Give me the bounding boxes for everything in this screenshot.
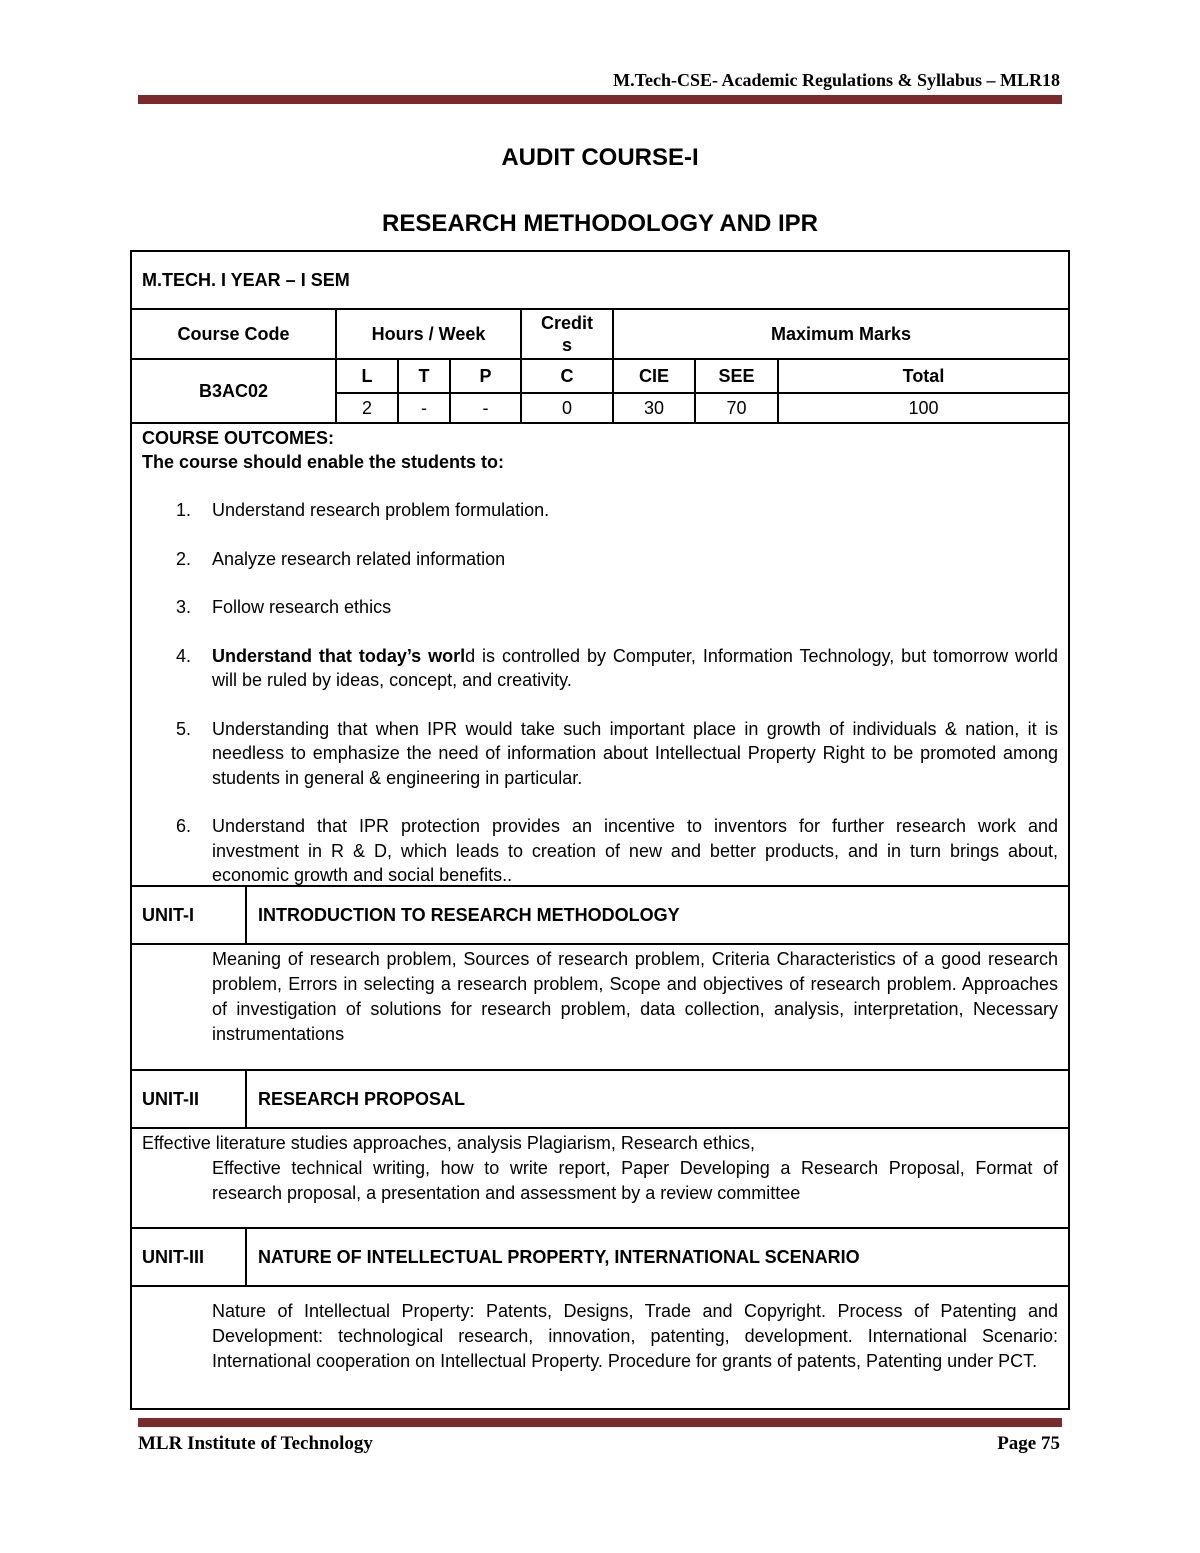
l-header: L: [337, 360, 399, 392]
course-code-header: Course Code: [132, 310, 337, 358]
unit-content-first-line: Effective literature studies approaches, analysis Plagiarism, Research ethics,: [142, 1133, 755, 1153]
unit-title: INTRODUCTION TO RESEARCH METHODOLOGY: [258, 905, 680, 925]
l-value: 2: [337, 394, 399, 422]
total-value: 100: [908, 397, 939, 418]
marks-header: Maximum Marks: [770, 323, 912, 344]
page-number: Page 75: [997, 1433, 1060, 1454]
semester-label: M.TECH. I YEAR – I SEM: [142, 270, 350, 290]
list-item: 1. Understand research problem formulation.: [176, 500, 550, 520]
list-item: 2. Analyze research related information: [176, 548, 506, 569]
running-header: M.Tech-CSE- Academic Regulations & Syllabus – MLR18: [613, 70, 1060, 90]
footer-rule: [138, 1418, 1062, 1427]
credits-header: Credit s: [522, 310, 614, 358]
c-value: 0: [522, 394, 614, 422]
list-item: 5. Understanding that when IPR would take such important place in growth of individuals & nation, it is needless to emphasize the need of information about Intellectual Property Right to be promoted among students in general & engineering in particular.: [176, 718, 1058, 788]
unit-content: Nature of Intellectual Property: Patents, Designs, Trade and Copyright. Process of Patenting and Development: technological research, innovation, patenting, development. International Scenario: International cooperation on Intellectual Property. Procedure for grants of patents, Patenting under PCT.: [212, 1301, 1058, 1371]
outcomes-list: [142, 498, 1058, 888]
list-item: 3. Follow research ethics: [176, 597, 392, 617]
course-code-value: B3AC02: [132, 360, 337, 424]
cie-header: CIE: [614, 360, 696, 392]
list-item: 4. Understand that today’s world is controlled by Computer, Information Technology, but tomorrow world will be ruled by ideas, concept, and creativity.: [176, 645, 1058, 690]
t-header: T: [399, 360, 451, 392]
outcomes-heading: COURSE OUTCOMES:: [142, 428, 335, 448]
course-type-title: AUDIT COURSE-I: [501, 144, 699, 171]
unit-content: Effective technical writing, how to write report, Paper Developing a Research Proposal, Format of research proposal, a presentation and assessment by a review committee: [212, 1158, 1058, 1203]
total-header: Total: [902, 365, 945, 386]
unit-label: UNIT-II: [132, 1071, 247, 1127]
c-header: C: [522, 360, 614, 392]
semester-row: [132, 252, 1068, 310]
course-name-title: RESEARCH METHODOLOGY AND IPR: [381, 210, 819, 237]
unit-2-body: [132, 1129, 1068, 1229]
unit-title: RESEARCH PROPOSAL: [258, 1089, 466, 1109]
unit-2-header: [132, 1071, 1068, 1129]
t-value: -: [399, 394, 451, 422]
syllabus-table: [130, 250, 1070, 1410]
unit-label: UNIT-III: [132, 1229, 247, 1285]
see-header: SEE: [696, 360, 779, 392]
unit-content: Meaning of research problem, Sources of research problem, Criteria Characteristics of a good research problem, Errors in selecting a research problem, Scope and objectives of research problem. Approaches of investigation of solutions for research problem, data collection, analysis, interpretation, Necessary instrumentations: [212, 949, 1058, 1044]
see-value: 70: [696, 394, 779, 422]
course-outcomes: [132, 424, 1068, 887]
institute-name: MLR Institute of Technology: [138, 1433, 373, 1454]
outcomes-intro: The course should enable the students to:: [142, 452, 505, 472]
header-rule: [138, 95, 1062, 104]
unit-title: NATURE OF INTELLECTUAL PROPERTY, INTERNATIONAL SCENARIO: [258, 1247, 860, 1267]
unit-3-body: [132, 1287, 1068, 1410]
unit-1-header: [132, 887, 1068, 945]
unit-1-body: [132, 945, 1068, 1071]
unit-3-header: [132, 1229, 1068, 1287]
hours-header: Hours / Week: [337, 310, 522, 358]
cie-value: 30: [614, 394, 696, 422]
header-row: [132, 310, 1068, 360]
p-value: -: [451, 394, 522, 422]
list-item: 6. Understand that IPR protection provides an incentive to inventors for further research work and investment in R & D, which leads to creation of new and better products, and in turn brings about, economic growth and social benefits..: [176, 816, 1058, 885]
p-header: P: [451, 360, 522, 392]
unit-label: UNIT-I: [132, 887, 247, 943]
